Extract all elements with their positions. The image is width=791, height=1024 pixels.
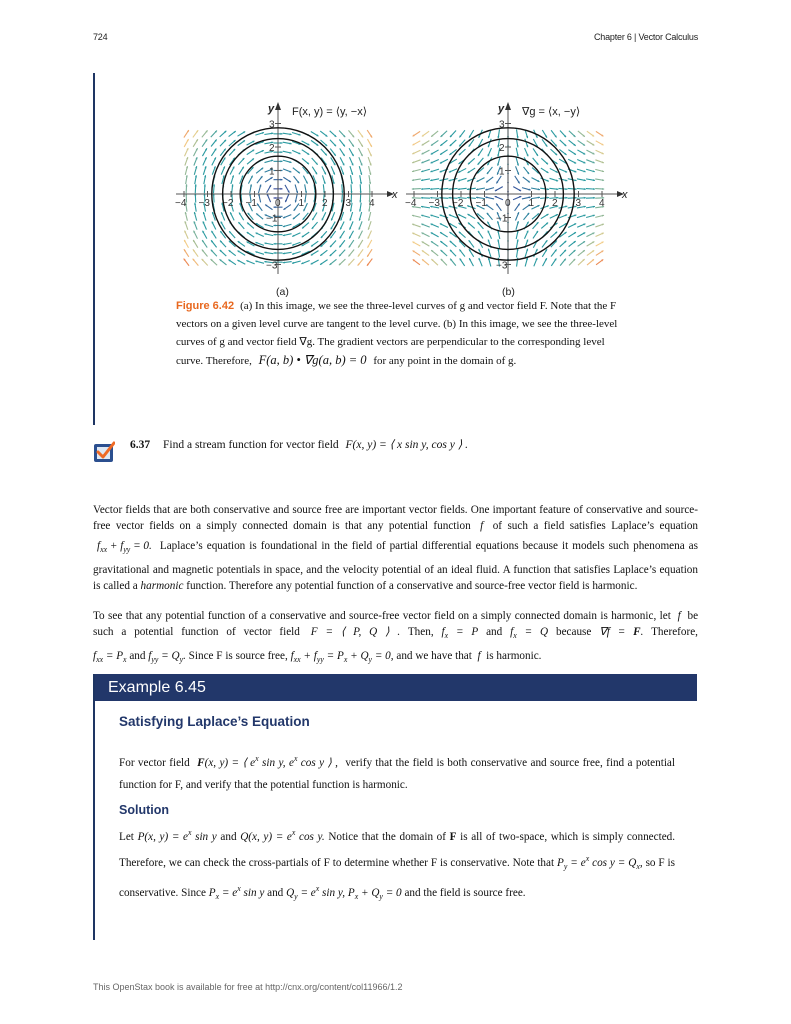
svg-text:1: 1 xyxy=(499,166,505,178)
footer-notice: This OpenStax book is available for free at http://cnx.org/content/col11966/1.2 xyxy=(93,982,403,992)
para1-harmonic: harmonic xyxy=(140,580,184,592)
vector-field-plot-rotational xyxy=(172,100,400,278)
svg-text:2: 2 xyxy=(499,143,505,154)
svg-text:−4: −4 xyxy=(405,198,417,209)
para1-f: f xyxy=(480,520,484,532)
solution-text-5: so F is conservative. Since xyxy=(119,857,676,899)
solution-text-1: Let xyxy=(119,831,134,843)
svg-text:4: 4 xyxy=(369,198,375,209)
svg-text:0: 0 xyxy=(505,198,511,209)
para1-text-1: Vector fields that are both conservative and source free are important vector fields. One important feature of conservative and source-free vector fields on a simply connected domain is that any potential function xyxy=(93,504,698,532)
para2-fyy: $f_{yy} = Q_y$. xyxy=(148,650,186,664)
solution-text-3: Notice that the domain of xyxy=(328,831,446,843)
solution-P: P(x, $y) = e^x$ sin y xyxy=(137,828,217,843)
example-banner: Example 6.45 xyxy=(95,674,697,701)
svg-text:−3: −3 xyxy=(266,260,278,272)
para2-text-10: is harmonic. xyxy=(486,650,542,662)
svg-text:−3: −3 xyxy=(198,198,210,209)
example-title: Satisfying Laplace’s Equation xyxy=(119,714,310,729)
solution-Qy: $Q_y = e^x$ sin y, $P_x + Q_y = 0$ xyxy=(286,884,402,901)
svg-text:x: x xyxy=(392,189,398,201)
problem-text-1: For vector field xyxy=(119,757,190,769)
laplace-equation: $f_{xx} + f_{yy} = 0$. xyxy=(97,540,152,554)
para2-text-8: Since F is source free, xyxy=(188,650,288,662)
para2-grad-f: ∇f = F. xyxy=(599,626,644,638)
solution-Py: $P_y = e^x$ $\cos y = Q_x$, xyxy=(557,854,643,871)
paragraph-laplace-intro xyxy=(93,502,698,594)
figure-number: Figure 6.42 xyxy=(176,300,235,312)
solution-Q: Q(x, $y) = e^x$ cos y. xyxy=(240,828,325,843)
para2-text-4: and xyxy=(486,626,503,638)
figure-panel-b xyxy=(402,100,630,278)
problem-formula: F(x, y) = ⟨ $e^x$ sin y, $e^x$ cos y ⟩ , xyxy=(197,754,338,769)
svg-text:−2: −2 xyxy=(452,198,464,209)
para2-formula-F: F = ⟨ P, Q ⟩ . xyxy=(310,626,401,638)
paragraph-harmonic-proof xyxy=(93,608,698,672)
solution-text-2: and xyxy=(220,831,237,843)
para2-text-3: Then, xyxy=(407,626,434,638)
problem-text-2: verify that the field is both conservative and source free, find a potential function for F, and verify that the potential function is harmonic. xyxy=(119,757,676,791)
svg-text:3: 3 xyxy=(345,198,352,209)
svg-text:−1: −1 xyxy=(496,213,508,225)
svg-text:−4: −4 xyxy=(175,198,187,209)
figure-caption xyxy=(176,297,621,370)
caption-formula: F(a, b) • ∇g(a, b) = 0 xyxy=(258,353,367,367)
svg-text:1: 1 xyxy=(298,198,305,209)
panel-a-label: (a) xyxy=(276,286,289,298)
svg-text:−1: −1 xyxy=(266,213,278,225)
para2-text-2: be such a potential function of vector field xyxy=(93,610,699,638)
para2-text-7: and xyxy=(129,650,146,662)
para2-f: f xyxy=(674,610,685,622)
para2-f2: f xyxy=(474,650,484,662)
checkbox-checkmark-icon xyxy=(93,441,115,463)
para2-text-6: Therefore, xyxy=(651,626,698,638)
figure-panel-a xyxy=(172,100,400,278)
svg-text:∇g = ⟨x, −y⟩: ∇g = ⟨x, −y⟩ xyxy=(522,106,581,118)
svg-text:3: 3 xyxy=(499,119,505,131)
svg-text:1: 1 xyxy=(528,198,535,209)
exercise-formula: F(x, y) = ⟨ x sin y, cos y ⟩ . xyxy=(345,439,468,451)
svg-text:3: 3 xyxy=(269,119,275,131)
svg-text:x: x xyxy=(622,189,628,201)
svg-text:y: y xyxy=(268,103,275,115)
svg-text:2: 2 xyxy=(269,143,275,154)
solution-text-4: is all of two-space, which is simply connected. Therefore, we can check the cross-partials of F to determine whether F is conservative. Note that xyxy=(119,831,676,869)
svg-text:y: y xyxy=(498,103,505,115)
exercise-number: 6.37 xyxy=(130,439,151,451)
para2-line3 xyxy=(93,644,541,672)
para2-text-5: because xyxy=(555,626,592,638)
figure-sidebar-rule xyxy=(93,73,95,425)
para1-text-4: function. Therefore any potential function of a conservative and source-free vector field is harmonic. xyxy=(186,580,638,592)
solution-F: F xyxy=(449,831,457,843)
solution-Px: $P_x = e^x$ sin y xyxy=(208,884,265,901)
example-sidebar-rule xyxy=(93,674,95,940)
para2-sum: $f_{xx} + f_{yy} = P_x + Q_y = 0$, xyxy=(290,650,394,664)
page-number: 724 xyxy=(93,32,108,42)
example-problem xyxy=(119,748,675,796)
para2-fxx: $f_{xx} = P_x$ xyxy=(93,650,127,664)
solution-title: Solution xyxy=(119,803,169,817)
solution-text-6: and xyxy=(267,887,284,899)
para2-fx-Q: $f_x = Q$ xyxy=(510,626,549,640)
para2-fx-P: $f_x = P$ xyxy=(441,626,479,640)
svg-text:−2: −2 xyxy=(222,198,234,209)
caption-text: (a) In this image, we see the three-level curves of g and vector field F. Note that the F vectors on a given level curve are tangent to the level curve. (b) In this image, we see the three-level curves of g and vector field ∇g. The gradient vectors are perpendicular to the corresponding level curve. Therefore, xyxy=(176,300,618,367)
para1-text-3: Laplace’s equation is foundational in the field of partial differential equations because it models such phenomena as gravitational and magnetic potentials in space, and the velocity potential of an ideal fluid. A function that satisfies Laplace’s equation is called a xyxy=(93,540,699,592)
svg-text:−3: −3 xyxy=(496,260,508,272)
svg-text:−1: −1 xyxy=(245,198,257,209)
svg-text:F(x, y) = ⟨y, −x⟩: F(x, y) = ⟨y, −x⟩ xyxy=(292,106,367,118)
vector-field-plot-gradient xyxy=(402,100,630,278)
para2-text-1: To see that any potential function of a conservative and source-free vector field on a simply connected domain is harmonic, let xyxy=(93,610,671,622)
svg-text:4: 4 xyxy=(599,198,605,209)
solution-body xyxy=(119,822,675,908)
svg-text:1: 1 xyxy=(269,166,275,178)
para1-text-2: of such a field satisfies Laplace’s equation xyxy=(492,520,699,532)
panel-b-label: (b) xyxy=(502,286,515,298)
caption-end: for any point in the domain of g. xyxy=(373,355,517,367)
svg-text:−1: −1 xyxy=(475,198,487,209)
svg-text:3: 3 xyxy=(575,198,582,209)
svg-text:0: 0 xyxy=(275,198,281,209)
exercise-text: Find a stream function for vector field xyxy=(163,439,339,451)
svg-text:−3: −3 xyxy=(428,198,440,209)
svg-text:2: 2 xyxy=(552,198,558,209)
para2-text-9: and we have that xyxy=(396,650,472,662)
solution-text-7: and the field is source free. xyxy=(404,887,526,899)
chapter-title: Chapter 6 | Vector Calculus xyxy=(594,32,698,42)
svg-text:2: 2 xyxy=(322,198,328,209)
